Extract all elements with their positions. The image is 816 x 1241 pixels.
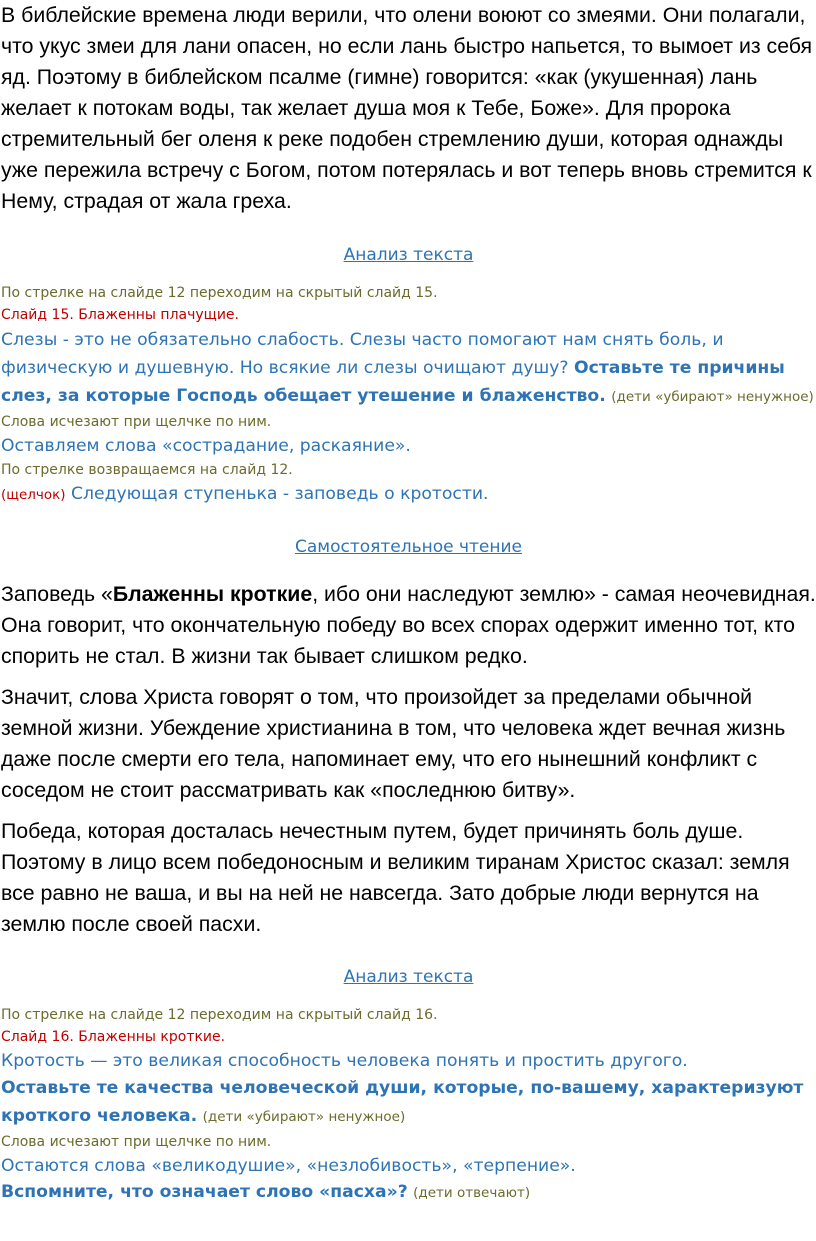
next-step: Следующая ступенька - заповедь о кротости. — [71, 484, 489, 504]
next-step-line — [1, 481, 816, 508]
section-heading-analysis-1: Анализ текста — [343, 245, 474, 265]
section-heading-reading: Самостоятельное чтение — [294, 537, 523, 557]
p1-bold: Блаженны кроткие — [112, 582, 313, 606]
slide-title: Слайд 15. Блаженны плачущие. — [1, 307, 239, 323]
tears-text: Слезы - это не обязательно слабость. Слезы часто помогают нам снять боль, и физическую и душевную. Но всякие ли слезы очищают душу? — [1, 330, 724, 378]
return-note: По стрелке возвращаемся на слайд 12. — [1, 462, 293, 478]
arrow-note-2: По стрелке на слайде 12 переходим на скрытый слайд 16. — [1, 1007, 438, 1023]
section-heading-analysis-2: Анализ текста — [343, 967, 474, 987]
tears-note: (дети «убирают» ненужное) — [611, 389, 814, 405]
intro-paragraph: В библейские времена люди верили, что олени воюют со змеями. Они полагали, что укус змеи для лани опасен, но если лань быстро напьется, то вымоет из себя яд. Поэтому в библейском псалме (гимне) говорится: «как (укушенная) лань желает к потокам воды, так желает душа моя к Тебе, Боже». Для пророка стремительный бег оленя к реке подобен стремлению души, которая однажды уже пережила встречу с Богом, потом потерялась и вот теперь вновь стремится к Нему, страдая от жала греха. — [1, 3, 813, 213]
click-note-2: Слова исчезают при щелчке по ним. — [1, 1134, 272, 1150]
pascha-line — [1, 1179, 816, 1206]
p1-after: , ибо они наследуют землю» - самая неочевидная. Она говорит, что окончательную победу во всех спорах одержит именно тот, кто спорить не стал. В жизни так бывает слишком редко. — [1, 582, 816, 668]
reading-paragraph-2: Значит, слова Христа говорят о том, что произойдет за пределами обычной земной жизни. Убеждение христианина в том, что человека ждет вечная жизнь даже после смерти его тела, напоминает ему, что его нынешний конфликт с соседом не стоит рассматривать как «последнюю битву». — [1, 685, 786, 802]
pascha-question: Вспомните, что означает слово «пасха»? — [1, 1182, 408, 1202]
p1-before: Заповедь « — [1, 582, 113, 606]
reading-paragraph-3: Победа, которая досталась нечестным путем, будет причинять боль душе. Поэтому в лицо всем победоносным и великим тиранам Христос сказал: земля все равно не ваша, и вы на ней не навсегда. Зато добрые люди вернутся на землю после своей пасхи. — [1, 819, 790, 936]
slide-title-2: Слайд 16. Блаженны кроткие. — [1, 1029, 226, 1045]
click-label: (щелчок) — [1, 487, 66, 503]
meekness-definition: Кротость — это великая способность человека понять и простить другого. — [1, 1051, 688, 1071]
tears-paragraph — [1, 326, 816, 411]
remaining-words: Оставляем слова «сострадание, раскаяние». — [1, 436, 411, 456]
remaining-words-2: Остаются слова «великодушие», «незлобивость», «терпение». — [1, 1156, 576, 1176]
tears-instruction: Оставьте те причины слез, за которые Господь обещает утешение и блаженство. — [1, 358, 785, 406]
click-note: Слова исчезают при щелчке по ним. — [1, 414, 272, 430]
pascha-note: (дети отвечают) — [413, 1185, 531, 1201]
qualities-note: (дети «убирают» ненужное) — [202, 1109, 406, 1125]
qualities-instruction: Оставьте те качества человеческой души, которые, по-вашему, характеризуют кроткого человека. — [1, 1078, 804, 1126]
qualities-paragraph — [1, 1074, 816, 1131]
reading-paragraph-1 — [1, 579, 816, 672]
arrow-note: По стрелке на слайде 12 переходим на скрытый слайд 15. — [1, 285, 438, 301]
